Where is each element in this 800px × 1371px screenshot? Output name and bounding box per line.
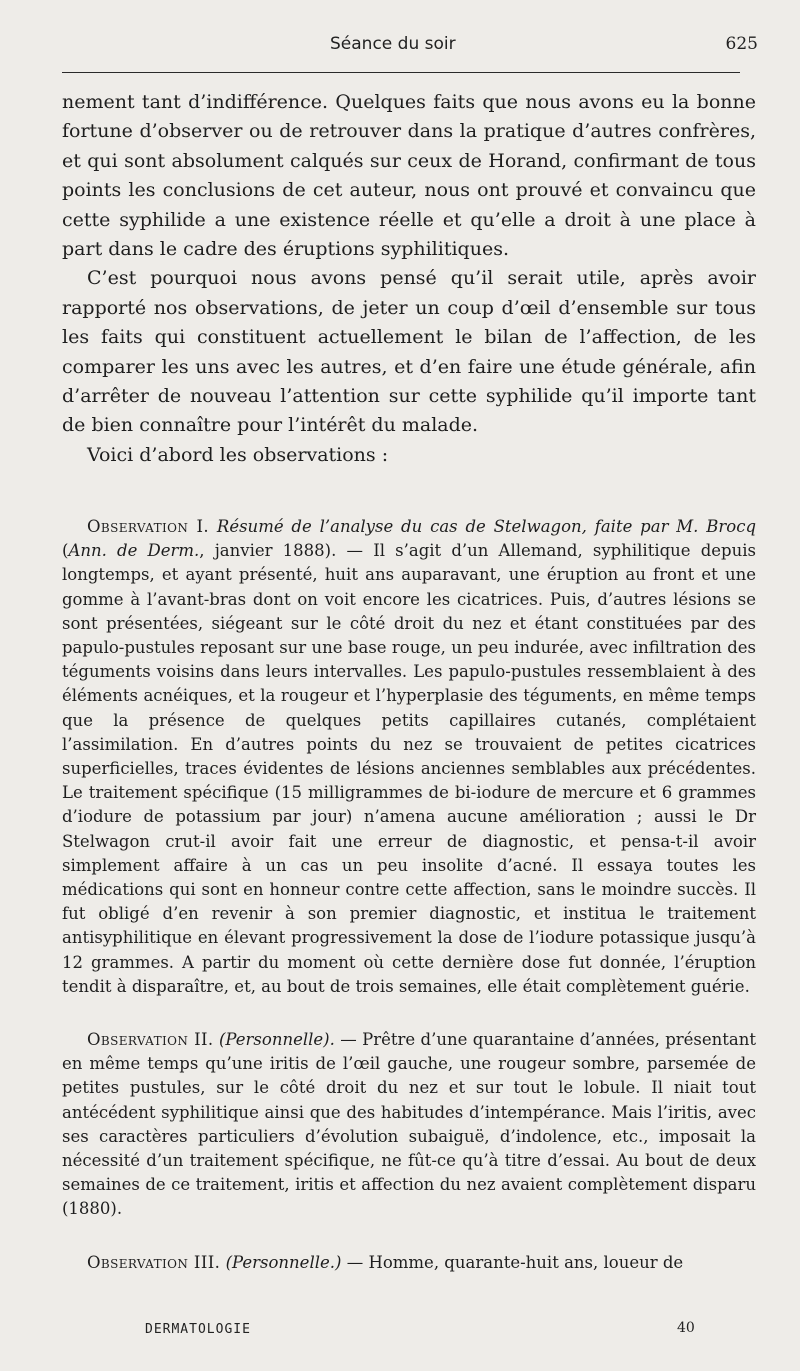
signature-mark: DERMATOLOGIE — [145, 1322, 251, 1337]
observation-2-text: — Prêtre d’une quarantaine d’années, présentant en même temps qu’une iritis de l’œil gauche, une rougeur sombre, parsemée de petites pustules, sur le côté droit du nez et sur tout le lobule. Il niait tout antécédent syphilitique ainsi que des habitudes d’intempérance. Mais l’iritis, avec ses caractères particuliers d’évolution subaiguë, d’indolence, etc., imposait la nécessité d’un traitement spécifique, ne fût-ce qu’à titre d’essai. Au bout de deux semaines de ce traitement, iritis et affection du nez avaient complètement disparu (1880). — [62, 1030, 757, 1219]
observation-2-heading: Observation II. — [87, 1030, 214, 1050]
running-title: Séance du soir — [330, 34, 456, 54]
running-header — [0, 34, 800, 58]
observation-3-title: (Personnelle.) — [225, 1252, 342, 1272]
observations-section — [62, 515, 756, 1275]
observation-1-text: , janvier 1888). — Il s’agit d’un Allemand, syphilitique depuis longtemps, et ayant présenté, huit ans auparavant, une éruption au front et une gomme à l’avant-bras dont on voit encore les cicatrices. Puis, d’autres lésions se sont présentées, siégeant sur le côté droit du nez et étant constituées par des papulo-pustules reposant sur une base rouge, un peu indurée, avec infiltration des téguments voisins dans leurs intervalles. Les papulo-pustules ressemblaient à des éléments acnéiques, et la rougeur et l’hyperplasie des téguments, en même temps que la présence de quelques petits capillaires cutanés, complétaient l’assimilation. En d’autres points du nez se trouvaient de petites cicatrices superficielles, traces évidentes de lésions anciennes semblables aux précédentes. Le traitement spécifique (15 milligrammes de bi-iodure de mercure et 6 grammes d’iodure de potassium par jour) n’amena aucune amélioration ; aussi le Dr Stelwagon crut-il avoir fait une erreur de diagnostic, et pensa-t-il avoir simplement affaire à un cas un peu insolite d’acné. Il essaya toutes les médications qui sont en honneur contre cette affection, sans le moindre succès. Il fut obligé d’en revenir à son premier diagnostic, et institua le traitement antisyphilitique en élevant progressivement la dose de l’iodure potassique jusqu’à 12 grammes. A partir du moment où cette dernière dose fut donnée, l’éruption tendit à disparaître, et, au bout de trois semaines, elle était complètement guérie. — [62, 541, 756, 996]
page-number: 625 — [725, 34, 758, 54]
sheet-number: 40 — [677, 1320, 695, 1336]
observation-1-title: Résumé de l’analyse du cas de Stelwagon, faite par M. Brocq — [216, 517, 757, 536]
observation-3-text: — Homme, quarante-huit ans, loueur de — [341, 1252, 684, 1272]
observation-3-heading: Observation III. — [87, 1252, 221, 1272]
observation-2 — [62, 1028, 756, 1222]
observation-3 — [62, 1251, 756, 1275]
page-footer — [0, 1322, 800, 1346]
observation-2-title: (Personnelle). — [218, 1030, 335, 1050]
paragraph-intro-observations: Voici d’abord les observations : — [87, 443, 389, 466]
observation-1-source-open: ( — [62, 541, 69, 561]
paragraph-continuation: nement tant d’indifférence. Quelques faits que nous avons eu la bonne fortune d’observer ou de retrouver dans la pratique d’autres confrères, et qui sont absolument calqués sur ceux de Horand, confirmant de tous points les conclusions de cet auteur, nous ont prouvé et convaincu que cette syphilide a une existence réelle et qu’elle a droit à une place à part dans le cadre des éruptions syphilitiques. — [62, 91, 756, 261]
observation-1 — [62, 515, 756, 999]
observation-1-heading: Observation I. — [87, 517, 210, 536]
observation-1-source: Ann. de Derm. — [68, 541, 200, 561]
paragraph-method: C’est pourquoi nous avons pensé qu’il serait utile, après avoir rapporté nos observations, de jeter un coup d’œil d’ensemble sur tous les faits qui constituent actuellement le bilan de l’affection, de les comparer les uns avec les autres, et d’en faire une étude générale, afin d’arrêter de nouveau l’attention sur cette syphilide qu’il importe tant de bien connaître pour l’intérêt du malade. — [62, 267, 756, 437]
main-text — [62, 88, 756, 470]
header-rule — [62, 72, 740, 73]
